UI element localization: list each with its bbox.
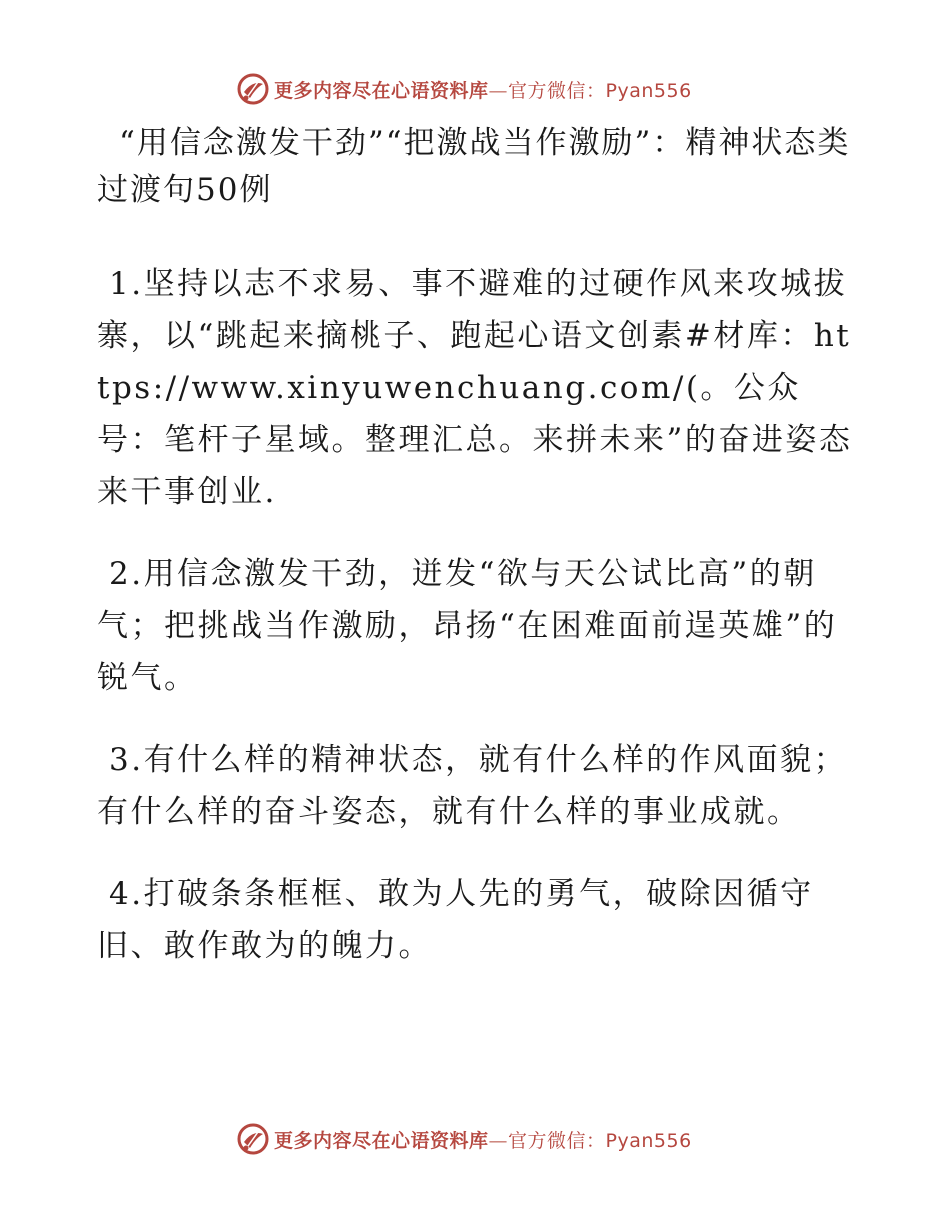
watermark-contact: 官方微信：Pyan556 bbox=[508, 79, 692, 102]
watermark-brand: 更多内容尽在心语资料库 bbox=[274, 79, 489, 102]
brand-logo-icon bbox=[236, 72, 270, 106]
paragraph-4: 4.打破条条框框、敢为人先的勇气，破除因循守旧、敢作敢为的魄力。 bbox=[97, 876, 814, 964]
watermark-text bbox=[274, 1126, 692, 1153]
watermark-separator: — bbox=[488, 79, 509, 102]
footer-watermark bbox=[236, 1121, 692, 1157]
document-body bbox=[97, 120, 857, 972]
watermark-text bbox=[274, 76, 692, 103]
brand-logo-icon bbox=[236, 1122, 270, 1156]
watermark-contact: 官方微信：Pyan556 bbox=[508, 1129, 692, 1152]
paragraph-3: 3.有什么样的精神状态，就有什么样的作风面貌；有什么样的奋斗姿态，就有什么样的事业成就。 bbox=[97, 742, 848, 830]
paragraph-1: 1.坚持以志不求易、事不避难的过硬作风来攻城拔寨，以“跳起来摘桃子、跑起心语文创素#材库：https://www.xinyuwenchuang.com/(。公众号：笔杆子星域。整理汇总。来拼未来”的奋进姿态来干事创业. bbox=[97, 266, 853, 510]
paragraph-2: 2.用信念激发干劲，迸发“欲与天公试比高”的朝气；把挑战当作激励，昂扬“在困难面前逞英雄”的锐气。 bbox=[97, 556, 838, 696]
header-watermark bbox=[236, 71, 692, 107]
document-title: “用信念激发干劲”“把激战当作激励”：精神状态类过渡句50例 bbox=[97, 125, 851, 208]
watermark-separator: — bbox=[488, 1129, 509, 1152]
watermark-brand: 更多内容尽在心语资料库 bbox=[274, 1129, 489, 1152]
